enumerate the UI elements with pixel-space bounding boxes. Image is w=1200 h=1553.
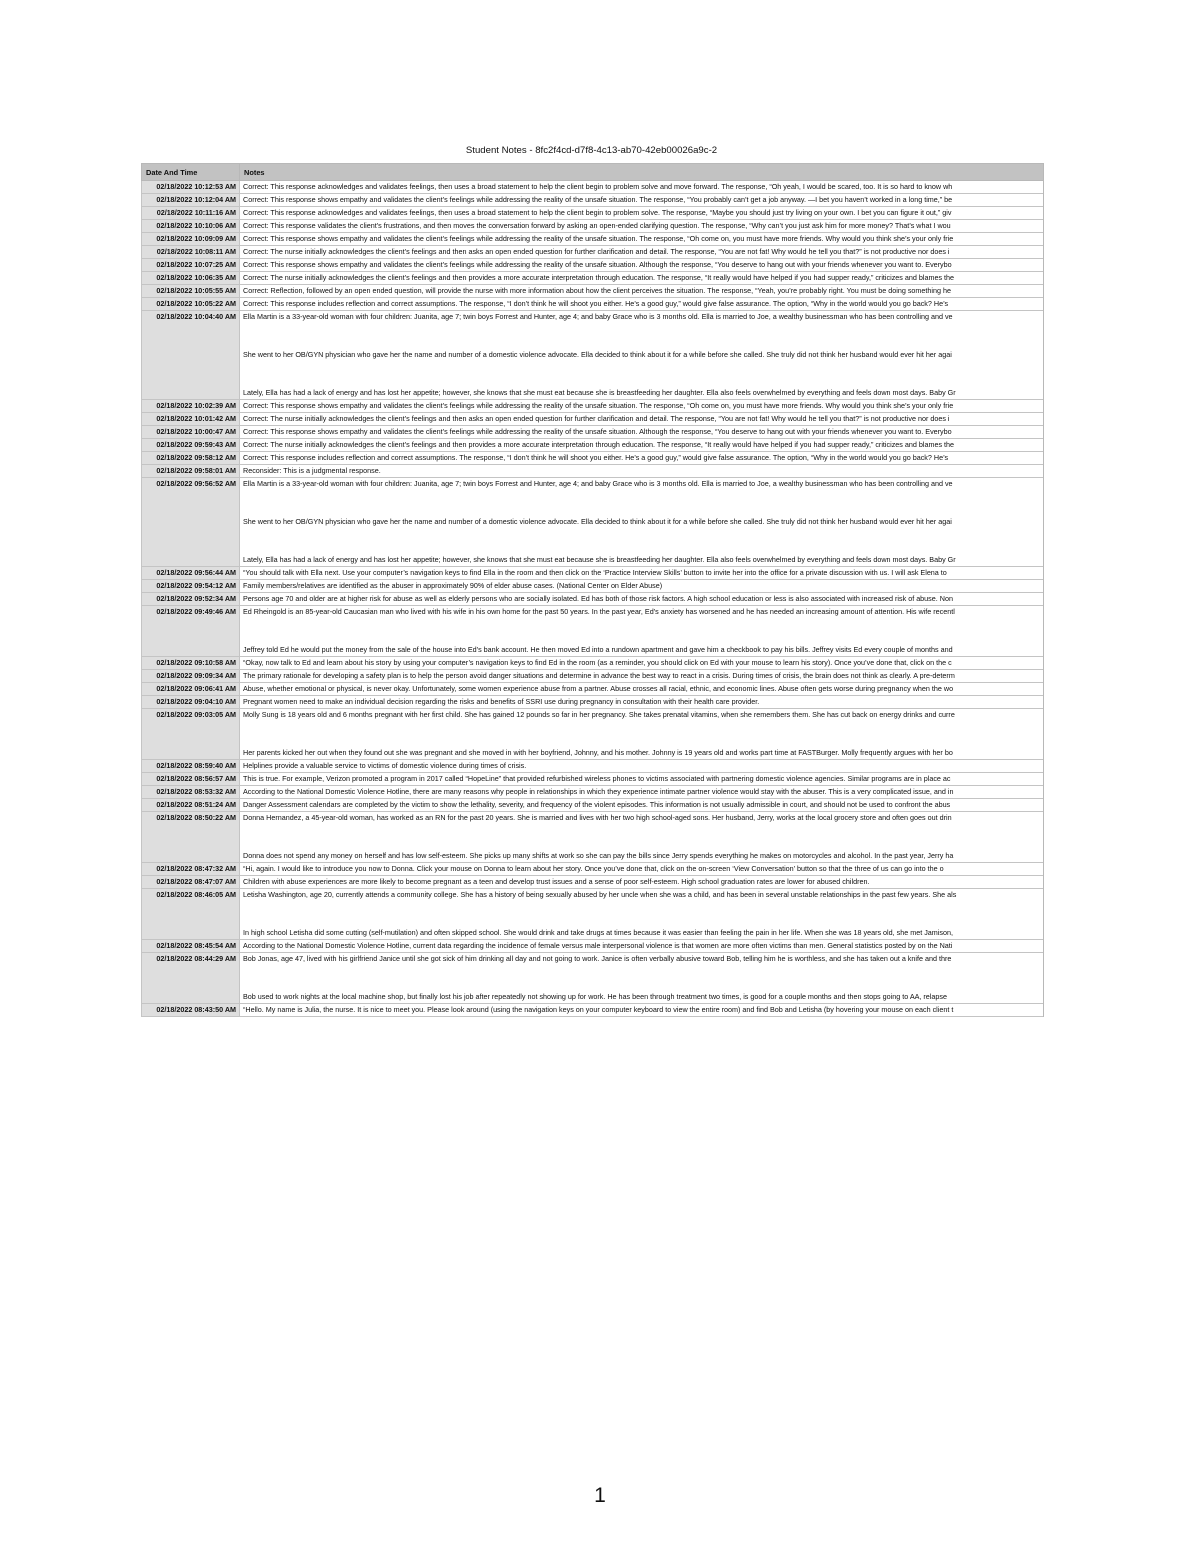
- row-notes-cell: [240, 1004, 1044, 1017]
- note-paragraph: Danger Assessment calendars are completed by the victim to show the lethality, severity, and frequency of the violent episodes. This information is not usually admissible in court, and should not be used to confront the abus: [243, 800, 951, 809]
- table-row: [142, 876, 1044, 889]
- note-paragraph: The primary rationale for developing a safety plan is to help the person avoid danger situations and determine in advance the best way to react in a crisis. During times of crisis, the brain does not think as clearly. A pre-determ: [243, 671, 955, 680]
- page-number: 1: [594, 1484, 606, 1507]
- row-notes-cell: [240, 413, 1044, 426]
- note-paragraph: Correct: This response includes reflection and correct assumptions. The response, “I don’t think he will shoot you either. He’s a good guy,” would give false assurance. The option, “Why in the world would you go back? He’s: [243, 453, 949, 462]
- table-row: [142, 580, 1044, 593]
- row-notes-cell: [240, 760, 1044, 773]
- row-notes-cell: [240, 452, 1044, 465]
- row-notes-cell: [240, 940, 1044, 953]
- table-row: [142, 272, 1044, 285]
- table-row: [142, 220, 1044, 233]
- row-date-cell: 02/18/2022 10:07:25 AM: [142, 259, 240, 272]
- row-date-cell: 02/18/2022 09:58:12 AM: [142, 452, 240, 465]
- document-title: Student Notes - 8fc2f4cd-d7f8-4c13-ab70-42eb00026a9c-2: [465, 145, 718, 156]
- table-row: [142, 670, 1044, 683]
- row-notes-cell: [240, 799, 1044, 812]
- note-paragraph: Correct: This response includes reflection and correct assumptions. The response, “I don’t think he will shoot you either. He’s a good guy,” would give false assurance. The option, “Why in the world would you go back? He’s: [243, 299, 949, 308]
- row-date-cell: 02/18/2022 09:58:01 AM: [142, 465, 240, 478]
- note-paragraph: Persons age 70 and older are at higher risk for abuse as well as elderly persons who are socially isolated. Ed has both of those risk factors. A high school education or less is also associated with increased risk of abuse. Non: [243, 594, 953, 603]
- note-paragraph: Molly Sung is 18 years old and 6 months pregnant with her first child. She has gained 12 pounds so far in her pregnancy. She takes prenatal vitamins, when she remembers them. She has cut back on energy drinks and curre: [243, 710, 955, 719]
- row-date-cell: 02/18/2022 08:51:24 AM: [142, 799, 240, 812]
- row-date-cell: 02/18/2022 09:52:34 AM: [142, 593, 240, 606]
- note-paragraph: According to the National Domestic Violence Hotline, there are many reasons why people in relationships in which they experience intimate partner violence would stay with the abuser. This is a very complicated issue, and in: [243, 787, 954, 796]
- row-date-cell: 02/18/2022 09:49:46 AM: [142, 606, 240, 657]
- note-paragraph: Letisha Washington, age 20, currently attends a community college. She has a history of being sexually abused by her uncle when she was a child, and has been in several unstable relationships in the past few years. She als: [243, 890, 957, 899]
- row-date-cell: 02/18/2022 09:03:05 AM: [142, 709, 240, 760]
- note-paragraph: Correct: This response shows empathy and validates the client’s feelings while addressing the reality of the unsafe situation. The response, “Oh come on, you must have more friends. Why would you think she’s your only frie: [243, 401, 954, 410]
- table-row: [142, 709, 1044, 760]
- row-date-cell: 02/18/2022 10:01:42 AM: [142, 413, 240, 426]
- table-row: [142, 786, 1044, 799]
- row-date-cell: 02/18/2022 10:00:47 AM: [142, 426, 240, 439]
- row-notes-cell: [240, 696, 1044, 709]
- table-row: [142, 194, 1044, 207]
- row-date-cell: 02/18/2022 09:04:10 AM: [142, 696, 240, 709]
- row-date-cell: 02/18/2022 09:54:12 AM: [142, 580, 240, 593]
- table-row: [142, 1004, 1044, 1017]
- note-paragraph: “You should talk with Ella next. Use your computer’s navigation keys to find Ella in the room and then click on the ‘Practice Interview Skills’ button to invite her into the office for a private discussion with us. I will ask Elena to: [243, 568, 947, 577]
- note-paragraph: Correct: This response validates the client’s frustrations, and then moves the conversation forward by asking an open-ended clarifying question. The response, “Why can’t you just ask him for more money? That’s what I wou: [243, 221, 951, 230]
- row-date-cell: 02/18/2022 08:47:32 AM: [142, 863, 240, 876]
- note-paragraph: Ella Martin is a 33-year-old woman with four children: Juanita, age 7; twin boys Forrest and Hunter, age 4; and baby Grace who is 3 months old. Ella is married to Joe, a wealthy businessman who has been controlling and ve: [243, 312, 953, 321]
- table-row: [142, 696, 1044, 709]
- table-row: [142, 606, 1044, 657]
- table-body: [142, 181, 1044, 1017]
- table-row: [142, 760, 1044, 773]
- note-paragraph: Correct: This response shows empathy and validates the client’s feelings while addressing the reality of the unsafe situation. The response, “Oh come on, you must have more friends. Why would you think she’s your only frie: [243, 234, 954, 243]
- row-notes-cell: [240, 709, 1044, 760]
- row-notes-cell: [240, 285, 1044, 298]
- row-date-cell: 02/18/2022 10:06:35 AM: [142, 272, 240, 285]
- row-notes-cell: [240, 233, 1044, 246]
- row-notes-cell: [240, 889, 1044, 940]
- row-notes-cell: [240, 567, 1044, 580]
- note-paragraph: She went to her OB/GYN physician who gave her the name and number of a domestic violence advocate. Ella decided to think about it for a while before she called. She truly did not think her husband would ever hit her agai: [243, 517, 952, 526]
- row-date-cell: 02/18/2022 10:09:09 AM: [142, 233, 240, 246]
- row-date-cell: 02/18/2022 10:10:06 AM: [142, 220, 240, 233]
- note-paragraph: Children with abuse experiences are more likely to become pregnant as a teen and develop trust issues and a sense of poor self-esteem. High school graduation rates are lower for abused children.: [243, 877, 870, 886]
- row-notes-cell: [240, 298, 1044, 311]
- row-date-cell: 02/18/2022 08:47:07 AM: [142, 876, 240, 889]
- row-notes-cell: [240, 593, 1044, 606]
- table-row: [142, 567, 1044, 580]
- row-notes-cell: [240, 246, 1044, 259]
- row-notes-cell: [240, 400, 1044, 413]
- table-row: [142, 311, 1044, 400]
- note-paragraph: Ella Martin is a 33-year-old woman with four children: Juanita, age 7; twin boys Forrest and Hunter, age 4; and baby Grace who is 3 months old. Ella is married to Joe, a wealthy businessman who has been controlling and ve: [243, 479, 953, 488]
- note-paragraph: Jeffrey told Ed he would put the money from the sale of the house into Ed’s bank account. He then moved Ed into a rundown apartment and gave him a checkbook to pay his bills. Jeffrey visits Ed every couple of months and: [243, 645, 953, 654]
- note-paragraph: “Hello. My name is Julia, the nurse. It is nice to meet you. Please look around (using the navigation keys on your computer keyboard to view the entire room) and find Bob and Letisha (by hovering your mouse on each client t: [243, 1005, 954, 1014]
- row-date-cell: 02/18/2022 10:12:04 AM: [142, 194, 240, 207]
- row-date-cell: 02/18/2022 10:05:55 AM: [142, 285, 240, 298]
- row-date-cell: 02/18/2022 09:06:41 AM: [142, 683, 240, 696]
- note-paragraph: Correct: This response acknowledges and validates feelings, then uses a broad statement to help the client begin to problem solve and move forward. The response, “Oh yeah, I would be scared, too. It is so hard to know wh: [243, 182, 953, 191]
- table-row: [142, 683, 1044, 696]
- table-row: [142, 413, 1044, 426]
- row-date-cell: 02/18/2022 10:04:40 AM: [142, 311, 240, 400]
- row-notes-cell: [240, 194, 1044, 207]
- row-date-cell: 02/18/2022 10:12:53 AM: [142, 181, 240, 194]
- row-notes-cell: [240, 953, 1044, 1004]
- note-paragraph: Abuse, whether emotional or physical, is never okay. Unfortunately, some women experience abuse from a partner. Abuse crosses all racial, ethnic, and economic lines. Abuse often gets worse during pregnancy when the wo: [243, 684, 954, 693]
- table-header-row: [142, 164, 1044, 181]
- table-row: [142, 812, 1044, 863]
- table-row: [142, 799, 1044, 812]
- row-notes-cell: [240, 606, 1044, 657]
- note-paragraph: Lately, Ella has had a lack of energy and has lost her appetite; however, she knows that she must eat because she is breastfeeding her daughter. Ella also feels overwhelmed by everything and feels down most days. Baby Gr: [243, 555, 956, 564]
- note-paragraph: Correct: The nurse initially acknowledges the client’s feelings and then provides a more accurate interpretation through education. The response, “It really would have helped if you had supper ready,” criticizes and blames the: [243, 273, 955, 282]
- table-row: [142, 400, 1044, 413]
- note-paragraph: Correct: The nurse initially acknowledges the client’s feelings and then asks an open ended question for further clarification and detail. The response, “You are not fat! Why would he tell you that?” is not productive nor does i: [243, 247, 950, 256]
- note-paragraph: “Okay, now talk to Ed and learn about his story by using your computer’s navigation keys to find Ed in the room (as a reminder, you should click on Ed with your mouse to learn his story). Once you’ve done that, click on the c: [243, 658, 952, 667]
- row-date-cell: 02/18/2022 09:59:43 AM: [142, 439, 240, 452]
- row-date-cell: 02/18/2022 10:08:11 AM: [142, 246, 240, 259]
- table-row: [142, 207, 1044, 220]
- row-notes-cell: [240, 259, 1044, 272]
- table-row: [142, 773, 1044, 786]
- row-date-cell: 02/18/2022 10:05:22 AM: [142, 298, 240, 311]
- column-header-notes: Notes: [240, 164, 1044, 181]
- row-notes-cell: [240, 683, 1044, 696]
- table-row: [142, 953, 1044, 1004]
- note-paragraph: This is true. For example, Verizon promoted a program in 2017 called “HopeLine” that provided refurbished wireless phones to victims associated with partnering domestic violence agencies. Similar programs are in place ac: [243, 774, 951, 783]
- note-paragraph: Family members/relatives are identified as the abuser in approximately 90% of elder abuse cases. (National Center on Elder Abuse): [243, 581, 663, 590]
- note-paragraph: Ed Rheingold is an 85-year-old Caucasian man who lived with his wife in his own home for the past 50 years. In the past year, Ed’s anxiety has worsened and he has needed an increasing amount of attention. His wife recentl: [243, 607, 955, 616]
- table-row: [142, 246, 1044, 259]
- note-paragraph: Donna Hernandez, a 45-year-old woman, has worked as an RN for the past 20 years. She is married and lives with her two high school-aged sons. Her husband, Jerry, works at the local grocery store and often goes out drin: [243, 813, 952, 822]
- table-row: [142, 439, 1044, 452]
- note-paragraph: Correct: This response shows empathy and validates the client’s feelings while addressing the reality of the unsafe situation. Although the response, “You deserve to hang out with your friends whenever you want to. Everybo: [243, 427, 952, 436]
- note-paragraph: Bob used to work nights at the local machine shop, but finally lost his job after repeatedly not showing up for work. He has been through treatment two times, is good for a couple months and then stops going to AA, relapse: [243, 992, 947, 1001]
- note-paragraph: Correct: The nurse initially acknowledges the client’s feelings and then asks an open ended question for further clarification and detail. The response, “You are not fat! Why would he tell you that?” is not productive nor does i: [243, 414, 950, 423]
- row-notes-cell: [240, 272, 1044, 285]
- table-row: [142, 181, 1044, 194]
- row-date-cell: 02/18/2022 08:44:29 AM: [142, 953, 240, 1004]
- table-row: [142, 940, 1044, 953]
- table-row: [142, 465, 1044, 478]
- row-date-cell: 02/18/2022 10:11:16 AM: [142, 207, 240, 220]
- table-row: [142, 593, 1044, 606]
- row-notes-cell: [240, 311, 1044, 400]
- note-paragraph: Donna does not spend any money on herself and has low self-esteem. She picks up many shifts at work so she can pay the bills since Jerry spends everything he makes on motorcycles and alcohol. In the past year, Jerry ha: [243, 851, 954, 860]
- row-date-cell: 02/18/2022 10:02:39 AM: [142, 400, 240, 413]
- row-date-cell: 02/18/2022 08:59:40 AM: [142, 760, 240, 773]
- note-paragraph: Pregnant women need to make an individual decision regarding the risks and benefits of SSRI use during pregnancy in consultation with their health care provider.: [243, 697, 760, 706]
- table-row: [142, 863, 1044, 876]
- note-paragraph: Correct: This response shows empathy and validates the client’s feelings while addressing the reality of the unsafe situation. Although the response, “You deserve to hang out with your friends whenever you want to. Everybo: [243, 260, 952, 269]
- row-date-cell: 02/18/2022 08:45:54 AM: [142, 940, 240, 953]
- row-date-cell: 02/18/2022 08:46:05 AM: [142, 889, 240, 940]
- row-date-cell: 02/18/2022 08:50:22 AM: [142, 812, 240, 863]
- row-notes-cell: [240, 580, 1044, 593]
- note-paragraph: In high school Letisha did some cutting (self-mutilation) and often skipped school. She would drink and take drugs at times because it was easier than feeling the pain in her life. When she was 18 years old, she met Jamison,: [243, 928, 953, 937]
- row-notes-cell: [240, 220, 1044, 233]
- row-notes-cell: [240, 812, 1044, 863]
- note-paragraph: She went to her OB/GYN physician who gave her the name and number of a domestic violence advocate. Ella decided to think about it for a while before she called. She truly did not think her husband would ever hit her agai: [243, 350, 952, 359]
- note-paragraph: “Hi, again. I would like to introduce you now to Donna. Click your mouse on Donna to learn about her story. Once you’ve done that, click on the on-screen ‘View Conversation’ button so that the three of us can go into the o: [243, 864, 944, 873]
- note-paragraph: Correct: Reflection, followed by an open ended question, will provide the nurse with more information about how the client perceives the situation. The response, “Yeah, you’re probably right. You must be doing something he: [243, 286, 951, 295]
- row-notes-cell: [240, 863, 1044, 876]
- row-date-cell: 02/18/2022 09:56:44 AM: [142, 567, 240, 580]
- row-notes-cell: [240, 207, 1044, 220]
- note-paragraph: Bob Jonas, age 47, lived with his girlfriend Janice until she got sick of him drinking all day and not going to work. Janice is often verbally abusive toward Bob, telling him he is worthless, and she has taken out a knife and thre: [243, 954, 952, 963]
- row-notes-cell: [240, 478, 1044, 567]
- row-date-cell: 02/18/2022 09:56:52 AM: [142, 478, 240, 567]
- table-row: [142, 452, 1044, 465]
- note-paragraph: Her parents kicked her out when they found out she was pregnant and she moved in with her boyfriend, Johnny, and his mother. Johnny is 19 years old and works part time at FASTBurger. Molly frequently argues with her bo: [243, 748, 953, 757]
- table-row: [142, 298, 1044, 311]
- row-date-cell: 02/18/2022 09:09:34 AM: [142, 670, 240, 683]
- note-paragraph: Reconsider: This is a judgmental response.: [243, 466, 381, 475]
- table-row: [142, 889, 1044, 940]
- table-row: [142, 426, 1044, 439]
- note-paragraph: Helplines provide a valuable service to victims of domestic violence during times of crisis.: [243, 761, 527, 770]
- row-notes-cell: [240, 773, 1044, 786]
- row-notes-cell: [240, 426, 1044, 439]
- row-notes-cell: [240, 465, 1044, 478]
- row-notes-cell: [240, 181, 1044, 194]
- row-date-cell: 02/18/2022 09:10:58 AM: [142, 657, 240, 670]
- table-row: [142, 259, 1044, 272]
- notes-table-container: [141, 163, 1044, 1017]
- table-row: [142, 657, 1044, 670]
- row-notes-cell: [240, 657, 1044, 670]
- row-notes-cell: [240, 876, 1044, 889]
- note-paragraph: Correct: This response shows empathy and validates the client’s feelings while addressing the reality of the unsafe situation. The response, “You probably can’t get a job anyway. —I bet you haven’t worked in a long time,” be: [243, 195, 953, 204]
- row-date-cell: 02/18/2022 08:53:32 AM: [142, 786, 240, 799]
- table-row: [142, 233, 1044, 246]
- column-header-date: Date And Time: [142, 164, 240, 181]
- notes-table: [141, 163, 1044, 1017]
- row-notes-cell: [240, 439, 1044, 452]
- row-date-cell: 02/18/2022 08:43:50 AM: [142, 1004, 240, 1017]
- note-paragraph: Correct: The nurse initially acknowledges the client’s feelings and then provides a more accurate interpretation through education. The response, “It really would have helped if you had supper ready,” criticizes and blames the: [243, 440, 955, 449]
- row-date-cell: 02/18/2022 08:56:57 AM: [142, 773, 240, 786]
- row-notes-cell: [240, 670, 1044, 683]
- note-paragraph: Correct: This response acknowledges and validates feelings, then uses a broad statement to help the client begin to problem solve. The response, “Maybe you should just try living on your own. I bet you can figure it out,” giv: [243, 208, 952, 217]
- table-row: [142, 285, 1044, 298]
- row-notes-cell: [240, 786, 1044, 799]
- table-row: [142, 478, 1044, 567]
- note-paragraph: Lately, Ella has had a lack of energy and has lost her appetite; however, she knows that she must eat because she is breastfeeding her daughter. Ella also feels overwhelmed by everything and feels down most days. Baby Gr: [243, 388, 956, 397]
- note-paragraph: According to the National Domestic Violence Hotline, current data regarding the incidence of female versus male interpersonal violence is that women are more often victims than men. General statistics posted by on the Nati: [243, 941, 953, 950]
